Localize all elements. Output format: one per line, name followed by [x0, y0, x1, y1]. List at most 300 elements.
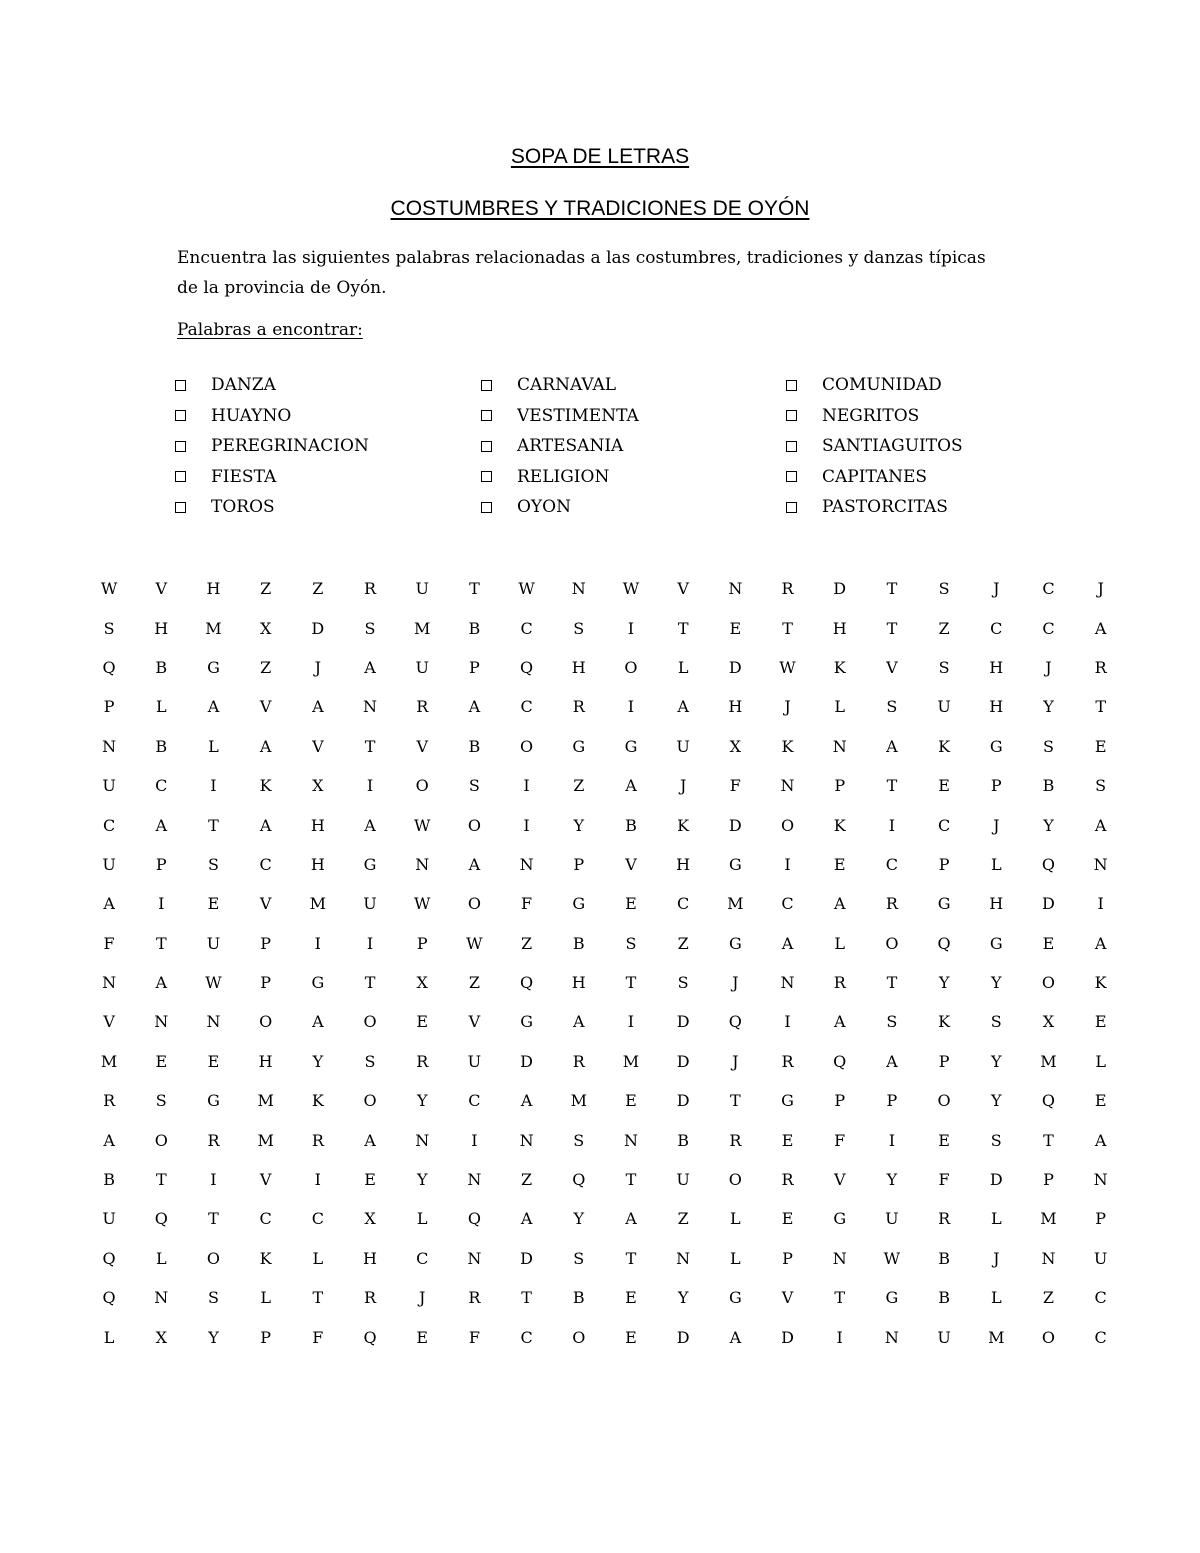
grid-cell: L	[260, 1288, 271, 1308]
checkbox-icon[interactable]	[175, 410, 186, 421]
grid-row	[83, 1002, 1127, 1041]
grid-cell: A	[573, 1012, 585, 1032]
checkbox-icon[interactable]	[786, 441, 797, 452]
checkbox-icon[interactable]	[786, 380, 797, 391]
grid-cell: A	[364, 815, 376, 835]
grid-cell: R	[729, 1130, 742, 1150]
grid-cell: W	[883, 1248, 901, 1268]
grid-cell: N	[832, 1248, 847, 1268]
grid-cell: E	[1094, 736, 1107, 756]
grid-cell: A	[886, 1051, 898, 1071]
grid-cell: I	[314, 1170, 321, 1190]
checkbox-icon[interactable]	[786, 502, 797, 513]
grid-cell: K	[1094, 973, 1107, 993]
checkbox-icon[interactable]	[481, 471, 492, 482]
grid-cell: O	[1041, 973, 1056, 993]
grid-cell: T	[677, 618, 689, 638]
page-subtitle: COSTUMBRES Y TRADICIONES DE OYÓN	[390, 197, 810, 220]
grid-cell: Q	[572, 1170, 586, 1190]
word-label: PASTORCITAS	[822, 497, 948, 518]
grid-cell: X	[729, 736, 742, 756]
grid-cell: Z	[312, 579, 324, 599]
grid-cell: N	[519, 854, 534, 874]
grid-cell: T	[625, 973, 637, 993]
grid-cell: G	[572, 736, 586, 756]
grid-cell: A	[833, 894, 846, 914]
grid-cell: E	[625, 1091, 637, 1111]
grid-cell: R	[572, 697, 585, 717]
grid-row	[83, 1120, 1127, 1159]
word-item	[481, 370, 639, 401]
grid-cell: N	[832, 736, 847, 756]
grid-cell: W	[413, 815, 431, 835]
grid-cell: S	[625, 933, 637, 953]
grid-cell: I	[784, 854, 791, 874]
grid-cell: O	[780, 815, 795, 835]
grid-cell: T	[469, 579, 480, 599]
grid-cell: V	[312, 736, 324, 756]
grid-cell: U	[363, 894, 377, 914]
grid-cell: Y	[208, 1327, 219, 1347]
grid-cell: A	[886, 736, 898, 756]
word-item	[786, 370, 963, 401]
grid-cell: E	[833, 854, 846, 874]
grid-cell: T	[886, 776, 898, 796]
grid-cell: S	[468, 776, 480, 796]
grid-cell: Y	[573, 815, 585, 835]
grid-cell: O	[467, 894, 481, 914]
word-label: VESTIMENTA	[517, 405, 639, 426]
grid-cell: A	[1094, 815, 1107, 835]
grid-cell: F	[468, 1327, 480, 1347]
grid-cell: E	[625, 1288, 637, 1308]
grid-cell: N	[363, 697, 378, 717]
word-item	[786, 492, 963, 523]
grid-cell: A	[1094, 933, 1107, 953]
word-label: ARTESANIA	[517, 436, 624, 457]
grid-cell: X	[364, 1209, 376, 1229]
grid-cell: Q	[102, 1248, 116, 1268]
grid-cell: B	[625, 815, 637, 835]
grid-cell: Z	[938, 618, 950, 638]
grid-cell: H	[728, 697, 743, 717]
grid-cell: M	[100, 1051, 118, 1071]
grid-cell: S	[364, 618, 376, 638]
grid-cell: H	[989, 697, 1004, 717]
grid-cell: A	[729, 1327, 742, 1347]
grid-cell: S	[938, 579, 950, 599]
word-item	[175, 492, 369, 523]
grid-cell: G	[728, 933, 742, 953]
grid-cell: J	[993, 815, 1000, 835]
grid-cell: W	[622, 579, 640, 599]
grid-cell: V	[677, 579, 689, 599]
grid-cell: S	[573, 618, 585, 638]
grid-cell: M	[727, 894, 744, 914]
grid-cell: L	[155, 697, 167, 717]
grid-cell: M	[257, 1091, 274, 1111]
grid-cell: I	[627, 697, 635, 717]
grid-cell: L	[155, 1248, 167, 1268]
grid-cell: J	[1097, 579, 1104, 599]
grid-cell: C	[677, 894, 690, 914]
grid-cell: H	[258, 1051, 273, 1071]
grid-cell: D	[311, 618, 325, 638]
grid-cell: R	[103, 1091, 116, 1111]
grid-cell: N	[467, 1248, 482, 1268]
checkbox-icon[interactable]	[481, 380, 492, 391]
grid-cell: L	[312, 1248, 324, 1268]
grid-cell: M	[414, 618, 431, 638]
checkbox-icon[interactable]	[175, 502, 186, 513]
grid-cell: Z	[1042, 1288, 1055, 1308]
grid-cell: V	[103, 1012, 115, 1032]
grid-cell: A	[677, 697, 689, 717]
grid-cell: R	[885, 894, 898, 914]
grid-cell: Y	[1043, 697, 1054, 717]
word-label: FIESTA	[211, 466, 277, 487]
grid-cell: S	[207, 854, 219, 874]
grid-cell: H	[571, 973, 586, 993]
grid-cell: H	[206, 579, 221, 599]
grid-cell: R	[416, 697, 429, 717]
grid-cell: H	[571, 657, 586, 677]
grid-cell: O	[154, 1130, 168, 1150]
word-label: CAPITANES	[822, 466, 928, 487]
grid-cell: E	[938, 1130, 950, 1150]
grid-cell: A	[520, 1091, 533, 1111]
grid-cell: U	[937, 1327, 951, 1347]
grid-cell: R	[207, 1130, 220, 1150]
checkbox-icon[interactable]	[786, 471, 797, 482]
grid-cell: J	[784, 697, 791, 717]
grid-cell: B	[938, 1248, 950, 1268]
grid-cell: T	[155, 1170, 167, 1190]
grid-cell: G	[781, 1091, 794, 1111]
grid-cell: Q	[154, 1209, 168, 1229]
grid-cell: S	[886, 1012, 898, 1032]
grid-cell: I	[836, 1327, 843, 1347]
grid-cell: E	[155, 1051, 168, 1071]
grid-cell: K	[938, 736, 951, 756]
grid-cell: N	[571, 579, 586, 599]
grid-cell: V	[833, 1170, 846, 1190]
grid-cell: S	[207, 1288, 219, 1308]
grid-cell: H	[989, 894, 1004, 914]
grid-cell: F	[834, 1130, 846, 1150]
grid-cell: B	[677, 1130, 690, 1150]
grid-row	[83, 924, 1127, 963]
grid-cell: N	[154, 1288, 169, 1308]
grid-cell: Y	[991, 1091, 1002, 1111]
grid-cell: C	[520, 697, 533, 717]
word-label: CARNAVAL	[517, 375, 617, 396]
grid-cell: T	[364, 973, 376, 993]
grid-cell: T	[364, 736, 376, 756]
grid-cell: A	[1094, 1130, 1107, 1150]
grid-cell: A	[155, 973, 168, 993]
grid-row	[83, 1042, 1127, 1081]
word-label: DANZA	[211, 375, 276, 396]
grid-cell: V	[259, 894, 272, 914]
grid-cell: N	[1041, 1248, 1056, 1268]
grid-cell: A	[781, 933, 794, 953]
grid-cell: W	[466, 933, 483, 953]
grid-cell: O	[415, 776, 429, 796]
grid-cell: O	[363, 1012, 377, 1032]
grid-cell: T	[208, 1209, 219, 1229]
grid-cell: S	[573, 1130, 585, 1150]
word-column	[481, 370, 639, 523]
grid-cell: M	[309, 894, 327, 914]
grid-cell: V	[155, 579, 168, 599]
grid-cell: Q	[520, 657, 534, 677]
grid-cell: H	[310, 815, 325, 835]
checkbox-icon[interactable]	[175, 441, 186, 452]
grid-cell: Y	[938, 973, 950, 993]
grid-cell: C	[259, 854, 272, 874]
grid-cell: C	[155, 776, 168, 796]
grid-cell: I	[627, 618, 635, 638]
grid-cell: O	[572, 1327, 586, 1347]
grid-cell: U	[676, 1170, 690, 1190]
grid-cell: B	[155, 657, 168, 677]
grid-cell: L	[416, 1209, 428, 1229]
grid-cell: P	[260, 973, 272, 993]
grid-cell: L	[834, 933, 846, 953]
grid-cell: R	[572, 1051, 585, 1071]
grid-cell: C	[1094, 1288, 1107, 1308]
grid-cell: C	[468, 1091, 481, 1111]
grid-cell: V	[625, 854, 637, 874]
grid-cell: Y	[991, 973, 1002, 993]
grid-cell: S	[573, 1248, 585, 1268]
grid-cell: A	[625, 1209, 637, 1229]
grid-cell: U	[415, 579, 429, 599]
word-label: HUAYNO	[211, 405, 292, 426]
grid-cell: T	[521, 1288, 532, 1308]
grid-cell: C	[990, 618, 1003, 638]
grid-cell: U	[1093, 1248, 1108, 1268]
grid-cell: A	[520, 1209, 533, 1229]
grid-cell: P	[990, 776, 1002, 796]
grid-cell: D	[520, 1248, 533, 1268]
grid-cell: A	[1094, 618, 1107, 638]
grid-cell: U	[415, 657, 429, 677]
grid-cell: P	[469, 657, 480, 677]
grid-cell: D	[520, 1051, 533, 1071]
checkbox-icon[interactable]	[175, 380, 186, 391]
grid-row	[83, 648, 1127, 687]
grid-cell: T	[208, 815, 219, 835]
grid-cell: C	[937, 815, 951, 835]
grid-cell: I	[471, 1130, 478, 1150]
grid-cell: Z	[677, 1209, 689, 1229]
checkbox-icon[interactable]	[481, 410, 492, 421]
grid-cell: I	[523, 776, 530, 796]
grid-cell: W	[518, 579, 535, 599]
grid-cell: H	[363, 1248, 377, 1268]
grid-cell: N	[415, 1130, 430, 1150]
grid-cell: U	[102, 854, 116, 874]
grid-row	[83, 1081, 1127, 1120]
grid-cell: B	[468, 736, 481, 756]
grid-cell: U	[102, 776, 116, 796]
grid-cell: L	[103, 1327, 115, 1347]
grid-cell: L	[730, 1209, 741, 1229]
grid-cell: A	[103, 894, 115, 914]
grid-cell: N	[206, 1012, 221, 1032]
grid-cell: L	[1095, 1051, 1106, 1071]
grid-cell: Q	[467, 1209, 481, 1229]
grid-cell: G	[833, 1209, 847, 1229]
grid-cell: R	[1094, 657, 1107, 677]
grid-cell: S	[103, 618, 115, 638]
grid-cell: D	[833, 579, 847, 599]
grid-cell: F	[521, 894, 533, 914]
grid-cell: O	[885, 933, 899, 953]
grid-cell: C	[102, 815, 116, 835]
grid-cell: J	[993, 1248, 1000, 1268]
grid-cell: D	[728, 657, 742, 677]
grid-cell: T	[730, 1091, 741, 1111]
grid-cell: R	[938, 1209, 951, 1229]
grid-cell: R	[416, 1051, 429, 1071]
grid-cell: R	[468, 1288, 481, 1308]
grid-cell: S	[938, 657, 950, 677]
grid-cell: Y	[991, 1051, 1002, 1071]
grid-cell: P	[103, 697, 115, 717]
page-title: SOPA DE LETRAS	[510, 145, 690, 168]
grid-cell: L	[208, 736, 219, 756]
word-label: NEGRITOS	[822, 405, 920, 426]
checkbox-icon[interactable]	[481, 502, 492, 513]
word-label: RELIGION	[517, 466, 610, 487]
word-item	[481, 462, 639, 493]
grid-row	[83, 727, 1127, 766]
grid-cell: N	[519, 1130, 534, 1150]
grid-cell: T	[886, 618, 898, 638]
grid-cell: D	[676, 1091, 690, 1111]
grid-cell: L	[677, 657, 689, 677]
grid-cell: Q	[363, 1327, 377, 1347]
grid-cell: X	[259, 618, 272, 638]
grid-cell: D	[676, 1012, 690, 1032]
grid-cell: P	[573, 854, 585, 874]
word-item	[786, 462, 963, 493]
grid-cell: H	[310, 854, 325, 874]
grid-cell: H	[989, 657, 1004, 677]
grid-cell: C	[1042, 618, 1055, 638]
grid-cell: H	[676, 854, 691, 874]
grid-cell: T	[834, 1288, 846, 1308]
grid-cell: P	[938, 1051, 950, 1071]
grid-cell: Y	[416, 1170, 428, 1190]
letter-grid	[83, 569, 1127, 1357]
grid-cell: N	[780, 973, 795, 993]
grid-cell: A	[468, 697, 481, 717]
grid-cell: T	[1095, 697, 1106, 717]
grid-cell: L	[834, 697, 846, 717]
grid-cell: K	[833, 657, 846, 677]
grid-cell: A	[312, 1012, 324, 1032]
grid-cell: D	[989, 1170, 1003, 1190]
checkbox-icon[interactable]	[786, 410, 797, 421]
grid-cell: O	[259, 1012, 273, 1032]
grid-cell: N	[884, 1327, 899, 1347]
grid-cell: V	[781, 1288, 794, 1308]
grid-cell: Z	[260, 657, 272, 677]
grid-cell: I	[366, 933, 374, 953]
grid-cell: X	[312, 776, 324, 796]
grid-cell: E	[625, 894, 637, 914]
grid-cell: P	[155, 854, 167, 874]
grid-cell: J	[679, 776, 687, 796]
grid-cell: A	[155, 815, 168, 835]
grid-row	[83, 608, 1127, 647]
grid-cell: O	[728, 1170, 742, 1190]
grid-cell: A	[364, 1130, 376, 1150]
grid-cell: K	[938, 1012, 951, 1032]
grid-cell: S	[364, 1051, 376, 1071]
grid-row	[83, 1278, 1127, 1317]
grid-cell: O	[467, 815, 481, 835]
grid-cell: T	[886, 973, 898, 993]
grid-cell: Q	[520, 973, 534, 993]
grid-cell: F	[312, 1327, 324, 1347]
grid-cell: R	[311, 1130, 324, 1150]
grid-cell: W	[413, 894, 431, 914]
grid-cell: C	[520, 618, 533, 638]
grid-cell: P	[938, 854, 950, 874]
grid-cell: Q	[833, 1051, 847, 1071]
grid-cell: G	[989, 933, 1003, 953]
grid-cell: G	[572, 894, 586, 914]
grid-cell: I	[888, 1130, 896, 1150]
grid-cell: Q	[1041, 854, 1056, 874]
grid-cell: J	[732, 1051, 739, 1071]
grid-cell: W	[779, 657, 796, 677]
grid-cell: Q	[102, 1288, 116, 1308]
grid-cell: P	[782, 1248, 793, 1268]
grid-cell: E	[1094, 1091, 1107, 1111]
grid-cell: Y	[1043, 815, 1054, 835]
grid-cell: N	[623, 1130, 638, 1150]
grid-cell: O	[363, 1091, 377, 1111]
grid-cell: Q	[937, 933, 951, 953]
grid-cell: D	[728, 815, 742, 835]
grid-cell: B	[572, 1288, 585, 1308]
checkbox-icon[interactable]	[481, 441, 492, 452]
grid-cell: I	[1097, 894, 1104, 914]
grid-cell: D	[1042, 894, 1055, 914]
grid-cell: F	[729, 776, 741, 796]
grid-cell: A	[103, 1130, 115, 1150]
grid-cell: U	[885, 1209, 899, 1229]
word-item	[175, 431, 369, 462]
grid-row	[83, 1239, 1127, 1278]
grid-row	[83, 845, 1127, 884]
grid-cell: E	[416, 1012, 429, 1032]
grid-cell: S	[677, 973, 689, 993]
grid-cell: T	[625, 1248, 637, 1268]
grid-cell: C	[259, 1209, 272, 1229]
grid-cell: A	[833, 1012, 846, 1032]
checkbox-icon[interactable]	[175, 471, 186, 482]
grid-cell: Z	[677, 933, 689, 953]
grid-cell: C	[1042, 579, 1055, 599]
grid-cell: Y	[312, 1051, 324, 1071]
